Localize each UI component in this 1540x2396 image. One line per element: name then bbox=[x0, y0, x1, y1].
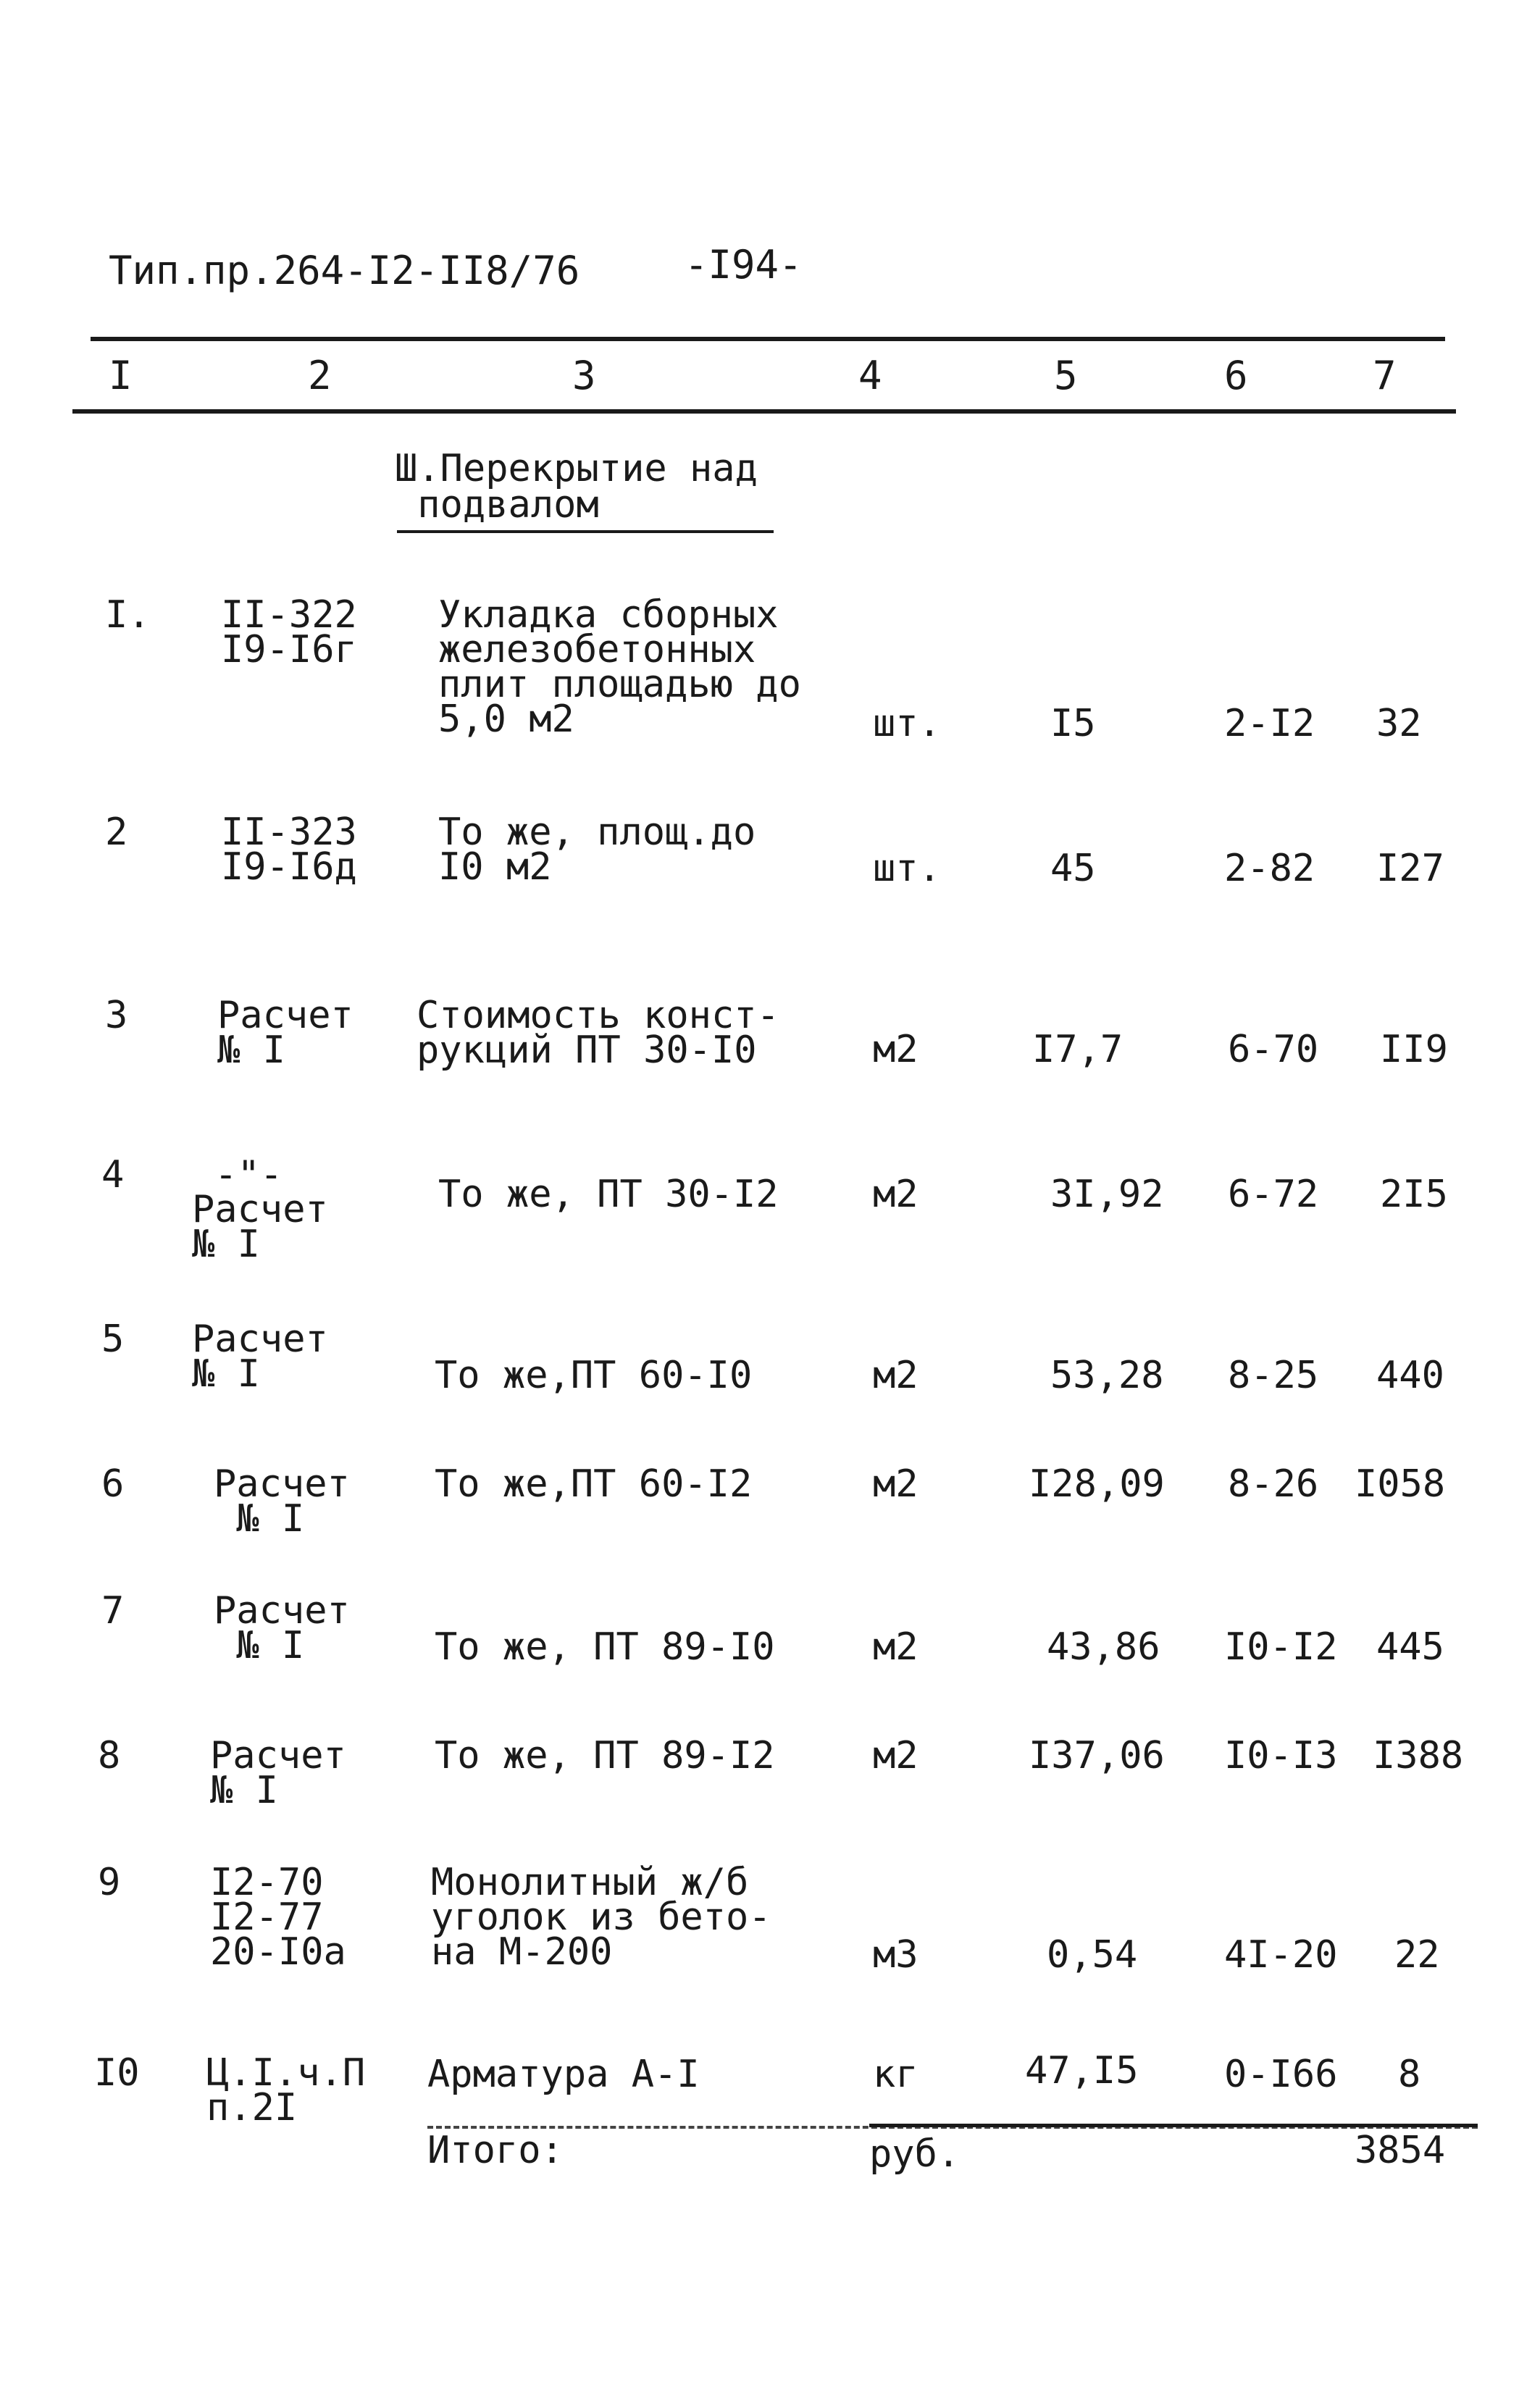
row-10-unit-price: 0-I66 bbox=[1224, 2053, 1338, 2096]
row-1-unit-price: 2-I2 bbox=[1224, 702, 1315, 745]
row-6-unit: м2 bbox=[873, 1462, 918, 1506]
row-7-quantity: 43,86 bbox=[1047, 1625, 1160, 1669]
row-1-number: I. bbox=[105, 593, 151, 637]
row-8-code: Расчет № I bbox=[210, 1734, 346, 1812]
row-8-total: I388 bbox=[1373, 1734, 1464, 1777]
row-10-description: Арматура А-I bbox=[427, 2053, 700, 2096]
column-number-7: 7 bbox=[1373, 353, 1397, 398]
row-9-unit: м3 bbox=[873, 1933, 918, 1977]
row-10-unit: кг bbox=[873, 2053, 918, 2096]
row-4-total: 2I5 bbox=[1380, 1173, 1448, 1216]
column-number-1: I bbox=[109, 353, 133, 398]
row-9-quantity: 0,54 bbox=[1047, 1933, 1138, 1977]
row-9-total: 22 bbox=[1394, 1933, 1440, 1977]
table-top-rule bbox=[91, 337, 1445, 341]
column-number-2: 2 bbox=[308, 353, 332, 398]
column-number-4: 4 bbox=[858, 353, 882, 398]
row-10-code: Ц.I.ч.П п.2I bbox=[206, 2051, 366, 2129]
row-4-unit: м2 bbox=[873, 1173, 918, 1216]
row-3-quantity: I7,7 bbox=[1032, 1028, 1123, 1071]
row-9-description: Монолитный ж/б уголок из бето- на М-200 bbox=[431, 1861, 771, 1974]
row-5-description: То же,ПТ 60-I0 bbox=[435, 1354, 753, 1397]
row-10-quantity: 47,I5 bbox=[1025, 2049, 1139, 2093]
row-8-description: То же, ПТ 89-I2 bbox=[435, 1734, 775, 1777]
row-4-code: -"- Расчет № I bbox=[192, 1153, 328, 1266]
row-9-number: 9 bbox=[98, 1861, 121, 1904]
row-7-number: 7 bbox=[101, 1589, 125, 1633]
column-number-3: 3 bbox=[572, 353, 596, 398]
grand-total: 3854 bbox=[1355, 2129, 1446, 2172]
row-6-total: I058 bbox=[1355, 1462, 1446, 1506]
row-3-number: 3 bbox=[105, 994, 128, 1037]
row-2-unit-price: 2-82 bbox=[1224, 847, 1315, 890]
row-10-total: 8 bbox=[1398, 2053, 1421, 2096]
row-1-total: 32 bbox=[1376, 702, 1422, 745]
row-7-description: То же, ПТ 89-I0 bbox=[435, 1625, 775, 1669]
row-4-number: 4 bbox=[101, 1153, 125, 1197]
row-2-total: I27 bbox=[1376, 847, 1444, 890]
row-5-unit-price: 8-25 bbox=[1228, 1354, 1319, 1397]
page-number: -I94- bbox=[685, 242, 803, 288]
row-10-number: I0 bbox=[94, 2051, 140, 2095]
column-number-5: 5 bbox=[1054, 353, 1078, 398]
row-3-code: Расчет № I bbox=[217, 994, 353, 1072]
total-label: Итого: bbox=[427, 2129, 564, 2172]
row-9-unit-price: 4I-20 bbox=[1224, 1933, 1338, 1977]
table-header-rule bbox=[72, 409, 1456, 414]
row-7-unit: м2 bbox=[873, 1625, 918, 1669]
row-2-number: 2 bbox=[105, 810, 128, 854]
row-1-unit: шт. bbox=[873, 702, 941, 745]
row-8-unit-price: I0-I3 bbox=[1224, 1734, 1338, 1777]
row-7-code: Расчет № I bbox=[214, 1589, 350, 1667]
row-2-unit: шт. bbox=[873, 847, 941, 890]
row-4-quantity: 3I,92 bbox=[1050, 1173, 1164, 1216]
row-6-code: Расчет № I bbox=[214, 1462, 350, 1541]
row-4-description: То же, ПТ 30-I2 bbox=[438, 1173, 779, 1216]
row-8-quantity: I37,06 bbox=[1029, 1734, 1165, 1777]
project-number: Тип.пр.264-I2-II8/76 bbox=[109, 248, 580, 293]
row-5-quantity: 53,28 bbox=[1050, 1354, 1164, 1397]
row-7-total: 445 bbox=[1376, 1625, 1444, 1669]
section-title-underline bbox=[397, 530, 774, 533]
row-5-code: Расчет № I bbox=[192, 1318, 328, 1396]
row-7-unit-price: I0-I2 bbox=[1224, 1625, 1338, 1669]
row-4-unit-price: 6-72 bbox=[1228, 1173, 1319, 1216]
row-1-description: Укладка сборных железобетонных плит площадью до 5,0 м2 bbox=[438, 593, 801, 741]
row-3-total: II9 bbox=[1380, 1028, 1448, 1071]
row-3-unit-price: 6-70 bbox=[1228, 1028, 1319, 1071]
row-2-description: То же, площ.до I0 м2 bbox=[438, 810, 756, 889]
row-5-total: 440 bbox=[1376, 1354, 1444, 1397]
row-8-number: 8 bbox=[98, 1734, 121, 1777]
row-3-unit: м2 bbox=[873, 1028, 918, 1071]
section-title: Ш.Перекрытие над подвалом bbox=[395, 447, 758, 527]
row-5-number: 5 bbox=[101, 1318, 125, 1361]
row-1-code: II-322 I9-I6г bbox=[221, 593, 357, 671]
column-number-6: 6 bbox=[1224, 353, 1248, 398]
row-8-unit: м2 bbox=[873, 1734, 918, 1777]
total-unit: руб. bbox=[869, 2132, 961, 2176]
total-separator-solid bbox=[869, 2124, 1478, 2127]
row-2-quantity: 45 bbox=[1050, 847, 1096, 890]
row-6-number: 6 bbox=[101, 1462, 125, 1506]
row-1-quantity: I5 bbox=[1050, 702, 1096, 745]
row-9-code: I2-70 I2-77 20-I0а bbox=[210, 1861, 346, 1974]
row-5-unit: м2 bbox=[873, 1354, 918, 1397]
row-6-description: То же,ПТ 60-I2 bbox=[435, 1462, 753, 1506]
row-3-description: Стоимость конст- рукций ПТ 30-I0 bbox=[417, 994, 779, 1072]
row-2-code: II-323 I9-I6д bbox=[221, 810, 357, 889]
row-6-quantity: I28,09 bbox=[1029, 1462, 1165, 1506]
row-6-unit-price: 8-26 bbox=[1228, 1462, 1319, 1506]
